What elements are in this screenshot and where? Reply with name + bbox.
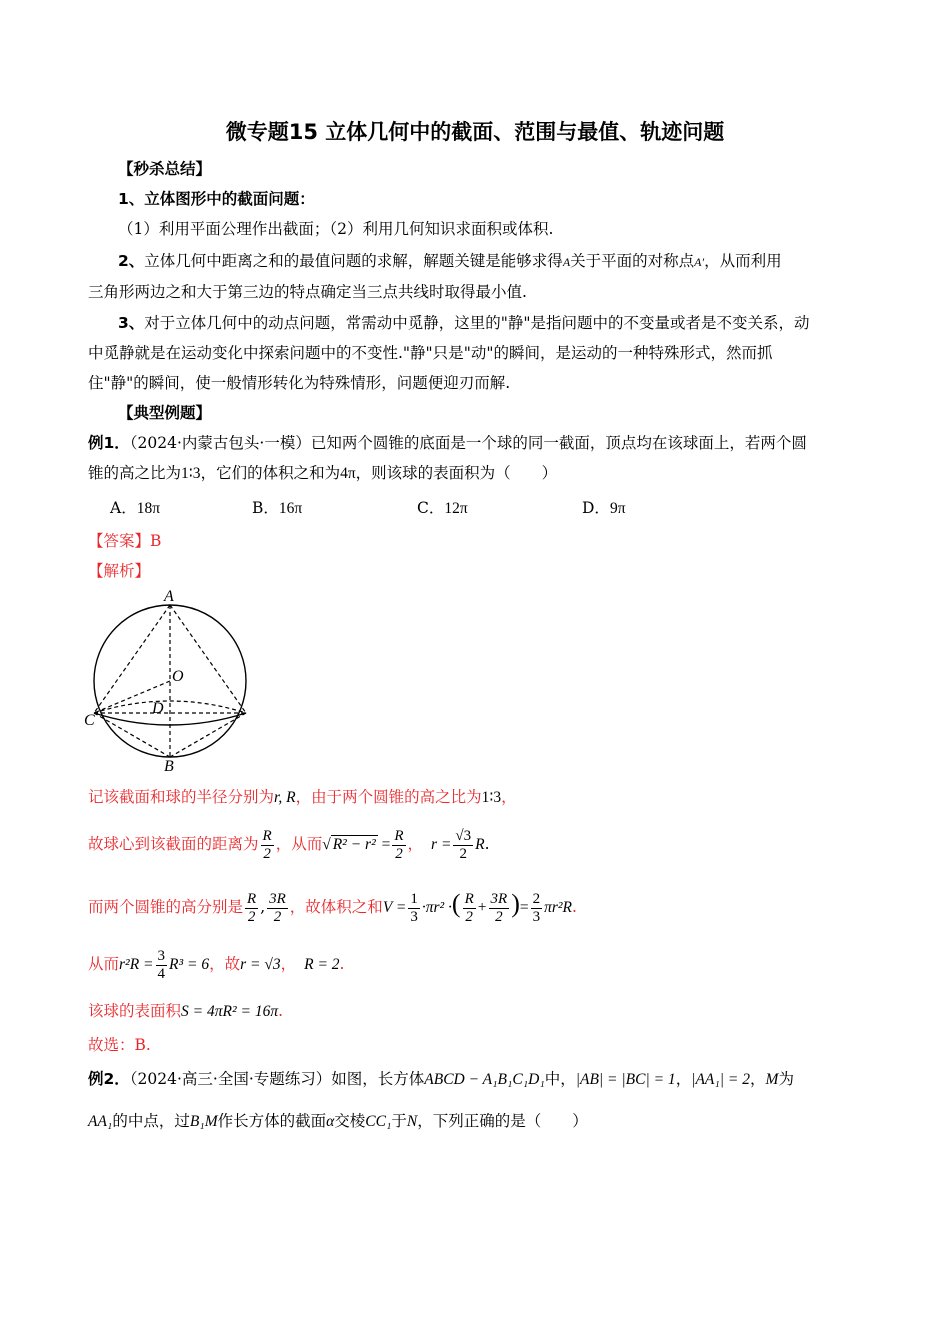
frac-den: 2	[495, 908, 503, 925]
frac-den: 2	[395, 845, 403, 862]
r2R-equals: r²R =	[119, 956, 154, 973]
period: .	[572, 898, 577, 916]
option-a-value: 18π	[136, 500, 161, 517]
solution-line-3: 而两个圆锥的高分别是 $\frac{R}{2}$ , $\frac{3R}{2}$ ，故体积之和V = $\frac{1}{3}$ ·πr² ·( $\frac{R}{2}$ + $\frac{3R}{2}$ )= $\frac{2}{3}$ πr²R.	[88, 889, 577, 925]
s4-text-c: ，	[280, 955, 297, 973]
frac-R-over-2-c	[463, 891, 476, 926]
option-b-value: 16π	[278, 500, 303, 517]
plus: +	[477, 899, 487, 916]
frac-den: 2	[465, 908, 473, 925]
equals: =	[381, 836, 391, 853]
q2-text-a: （2024·高三·全国·专题练习）如图，长方体	[129, 1070, 425, 1088]
q2-text-d: ，	[750, 1070, 766, 1088]
line-CB	[94, 713, 170, 757]
s2-text-b: ，从而	[275, 835, 323, 853]
point-A: A	[562, 255, 571, 269]
line-AC	[94, 605, 170, 713]
frac-num: √3	[455, 827, 472, 844]
point-N: N	[406, 1113, 418, 1130]
frac-num: R	[247, 890, 257, 907]
pi-r-squared: ·πr² ·	[421, 899, 452, 916]
solution-line-2: 故球心到该截面的距离为 $\frac{R}{2}$ ，从而√ R² − r² = $\frac{R}{2}$ ， r = $\frac{√3}{2}$ R.	[88, 827, 490, 862]
r-value: r = √3	[240, 956, 281, 973]
solution-line-4	[88, 942, 868, 986]
point-3-text-a: 对于立体几何中的动点问题，常需动中觅静，这里的"静"是指问题中的不变量或者是不变关系，动	[144, 314, 810, 332]
point-3-number: 3、	[118, 314, 145, 332]
label-B: B	[164, 758, 174, 775]
summary-point-2-line-2: 三角形两边之和大于第三边的特点确定当三点共线时取得最小值.	[88, 283, 527, 301]
option-b-label: B．	[252, 499, 279, 517]
s1-ratio: 1∶3	[481, 789, 502, 806]
option-c[interactable]	[417, 496, 468, 518]
summary-point-2-line-1	[118, 250, 898, 273]
equals: =	[519, 899, 529, 916]
s2-text-a: 故球心到该截面的距离为	[88, 835, 259, 853]
aa1-length: |AA₁| = 2	[691, 1071, 751, 1088]
point-A-prime: A′	[694, 255, 705, 269]
R-cubed-6: R³ = 6	[169, 956, 210, 973]
frac-R-over-2-b	[392, 828, 405, 863]
V-equals: V =	[382, 899, 407, 916]
point-2-text-b: 关于平面的对称点	[570, 252, 695, 270]
q2-text-j: ，下列正确的是（ ）	[417, 1112, 588, 1130]
option-b[interactable]	[252, 496, 302, 518]
sqrt-body: R² − r²	[332, 836, 376, 853]
point-2-text-c: ，从而利用	[704, 252, 782, 270]
frac-num: 3R	[269, 890, 286, 907]
summary-point-1-body: （1）利用平面公理作出截面；（2）利用几何知识求面积或体积.	[118, 220, 554, 238]
summary-point-3-line-3: 住"静"的瞬间，使一般情形转化为特殊情形，问题便迎刃而解.	[88, 374, 511, 392]
height-ratio: 1∶3	[181, 465, 201, 482]
frac-3-4	[156, 948, 168, 983]
frac-1-3	[408, 891, 420, 926]
s3-text-b: ，故体积之和	[289, 898, 383, 916]
q2-text-f: 的中点，过	[112, 1112, 190, 1130]
q2-text-i: 于	[391, 1112, 407, 1130]
s1-text-c: ，	[501, 788, 517, 806]
frac-den: 3	[532, 908, 541, 925]
frac-den: 2	[263, 845, 271, 862]
q-text-3: ，则该球的表面积为（ ）	[355, 464, 558, 482]
ab-bc-length: |AB| = |BC| = 1	[575, 1071, 676, 1088]
summary-heading: 【秒杀总结】	[118, 160, 212, 178]
examples-heading: 【典型例题】	[118, 404, 212, 422]
label-C: C	[84, 712, 95, 729]
point-2-number: 2、	[118, 252, 145, 270]
option-d-value: 9π	[609, 500, 626, 517]
option-d[interactable]	[582, 496, 626, 518]
s2-text-c: ，	[407, 835, 424, 853]
analysis-heading: 【解析】	[88, 562, 151, 580]
page-title: 微专题15 立体几何中的截面、范围与最值、轨迹问题	[225, 120, 725, 144]
R-value: R = 2	[304, 956, 340, 973]
option-c-value: 12π	[444, 500, 468, 517]
sphere-cone-figure	[82, 585, 257, 775]
frac-num: R	[262, 827, 272, 844]
q-text-1: 锥的高之比为	[88, 464, 182, 482]
period: .	[339, 955, 345, 973]
sqrt-expression: √ R² − r² =	[322, 836, 391, 853]
option-a[interactable]	[110, 496, 160, 518]
frac-2-3	[531, 891, 543, 926]
point-2-text-a: 立体几何中距离之和的最值问题的求解，解题关键是能够求得	[144, 252, 563, 270]
R: R	[475, 836, 485, 853]
r-equals: r =	[431, 836, 452, 853]
frac-den: 2	[459, 845, 468, 862]
frac-den: 4	[157, 965, 165, 982]
summary-point-3-line-1	[118, 312, 898, 334]
volume-sum: 4π	[340, 465, 356, 482]
frac-num: 2	[532, 890, 541, 907]
solution-line-1	[88, 786, 868, 809]
q2-text-c: ，	[675, 1070, 692, 1088]
s5-text-a: 该球的表面积	[88, 1002, 182, 1020]
point-M: M	[765, 1071, 779, 1088]
box-name: ABCD − A₁B₁C₁D₁	[424, 1071, 545, 1088]
q2-text-b: 中，	[544, 1070, 576, 1088]
s4-text-b: ，故	[209, 955, 241, 973]
option-a-label: A．	[110, 499, 137, 517]
line-B-right	[170, 713, 246, 757]
frac-num: R	[464, 890, 474, 907]
example-1-label: 例1．	[88, 434, 130, 452]
label-A: A	[164, 588, 174, 605]
example-2-label: 例2．	[88, 1070, 130, 1088]
line-A-right	[170, 605, 246, 713]
frac-num: 3	[157, 947, 165, 964]
option-d-label: D．	[582, 499, 610, 517]
q2-text-g: 作长方体的截面	[217, 1112, 327, 1130]
period: .	[278, 1002, 284, 1020]
q-text-2: ，它们的体积之和为	[200, 464, 341, 482]
q2-text-h: 交棱	[334, 1112, 366, 1130]
edge-AA1: AA₁	[88, 1113, 113, 1130]
example-1-text-a: （2024·内蒙古包头·一模）已知两个圆锥的底面是一个球的同一截面，顶点均在该球面上，若两个圆	[129, 434, 807, 452]
s4-text-a: 从而	[88, 955, 120, 973]
label-D: D	[152, 700, 164, 717]
example-2-question-line-1	[88, 1068, 868, 1091]
frac-den: 2	[273, 908, 282, 925]
s3-text-a: 而两个圆锥的高分别是	[88, 898, 244, 916]
solution-choice: 故选：B.	[88, 1036, 151, 1054]
label-O: O	[172, 668, 184, 685]
frac-sqrt3-over-2	[453, 828, 473, 863]
example-2-question-line-2	[88, 1110, 868, 1133]
frac-num: 3R	[490, 890, 508, 907]
answer: 【答案】B	[88, 532, 162, 550]
frac-den: 3	[410, 908, 418, 925]
option-c-label: C．	[417, 499, 445, 517]
q2-text-e: 为	[778, 1070, 794, 1088]
frac-num: 1	[410, 890, 418, 907]
frac-den: 2	[247, 908, 256, 925]
s1-text-b: ，由于两个圆锥的高之比为	[295, 788, 482, 806]
example-1-question-line-2	[88, 462, 868, 485]
example-1-question-line-1	[88, 432, 868, 454]
frac-R-over-2	[245, 891, 258, 926]
edge-CC1: CC₁	[365, 1113, 392, 1130]
summary-point-1-heading: 1、立体图形中的截面问题：	[118, 190, 315, 208]
frac-R-over-2	[261, 828, 274, 863]
frac-num: R	[394, 827, 404, 844]
frac-3R-over-2-b	[489, 891, 510, 926]
s1-text-a: 记该截面和球的半径分别为	[88, 788, 275, 806]
pi-r2-R: πr²R	[544, 899, 573, 916]
summary-point-3-line-2: 中觅静就是在运动变化中探索问题中的不变性."静"只是"动"的瞬间，是运动的一种特殊形式，然而抓	[88, 344, 773, 362]
surface-area: S = 4πR² = 16π	[181, 1003, 279, 1020]
plane-alpha: α	[326, 1113, 335, 1130]
line-B1M: B₁M	[189, 1113, 218, 1130]
s1-radii: r, R	[274, 789, 296, 806]
solution-line-5	[88, 1000, 868, 1023]
frac-3R-over-2	[267, 891, 288, 926]
